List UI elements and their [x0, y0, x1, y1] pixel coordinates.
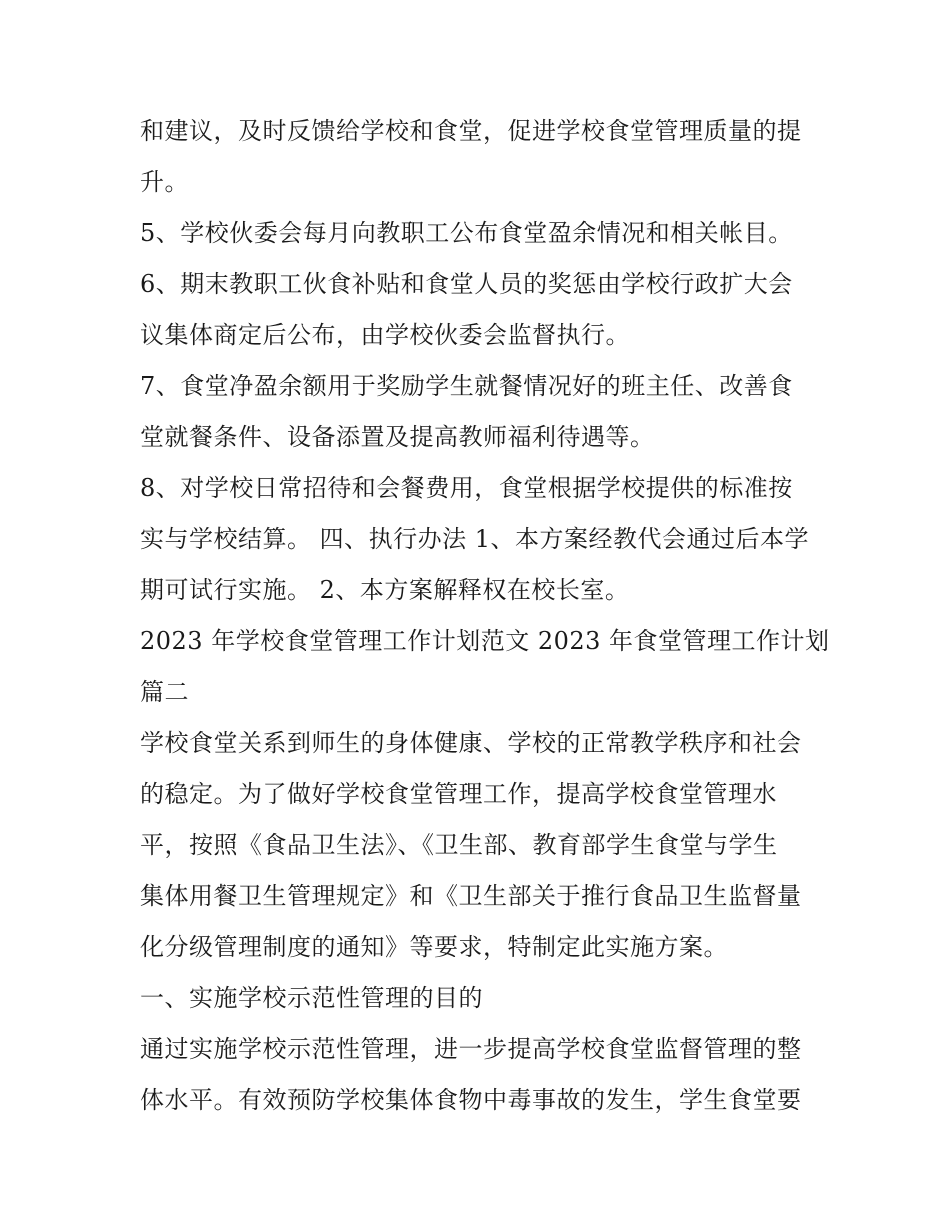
text-line: 5、学校伙委会每月向教职工公布食堂盈余情况和相关帐目。 — [140, 219, 793, 247]
text-line: 7、食堂净盈余额用于奖励学生就餐情况好的班主任、改善食 — [140, 372, 793, 400]
text-line: 实与学校结算。 四、执行办法 1、本方案经教代会通过后本学 — [140, 525, 810, 553]
text-line: 升。 — [140, 168, 189, 196]
text-line: 的稳定。为了做好学校食堂管理工作，提高学校食堂管理水 — [140, 780, 777, 808]
text-line: 议集体商定后公布，由学校伙委会监督执行。 — [140, 321, 630, 349]
section-heading: 一、实施学校示范性管理的目的 — [140, 984, 483, 1012]
text-line: 通过实施学校示范性管理，进一步提高学校食堂监督管理的整 — [140, 1035, 802, 1063]
text-line: 6、期末教职工伙食补贴和食堂人员的奖惩由学校行政扩大会 — [140, 270, 793, 298]
text-line: 集体用餐卫生管理规定》和《卫生部关于推行食品卫生监督量 — [140, 882, 802, 910]
text-line: 堂就餐条件、设备添置及提高教师福利待遇等。 — [140, 423, 655, 451]
text-line: 化分级管理制度的通知》等要求，特制定此实施方案。 — [140, 933, 728, 961]
text-line: 平，按照《食品卫生法》、《卫生部、教育部学生食堂与学生 — [140, 831, 778, 859]
section-heading: 篇二 — [140, 678, 189, 706]
text-line: 期可试行实施。 2、本方案解释权在校长室。 — [140, 576, 630, 604]
text-line: 8、对学校日常招待和会餐费用，食堂根据学校提供的标准按 — [140, 474, 793, 502]
text-line: 和建议，及时反馈给学校和食堂，促进学校食堂管理质量的提 — [140, 117, 802, 145]
section-heading: 2023 年学校食堂管理工作计划范文 2023 年食堂管理工作计划 — [140, 627, 830, 655]
text-line: 体水平。有效预防学校集体食物中毒事故的发生，学生食堂要 — [140, 1086, 802, 1114]
text-line: 学校食堂关系到师生的身体健康、学校的正常教学秩序和社会 — [140, 729, 802, 757]
